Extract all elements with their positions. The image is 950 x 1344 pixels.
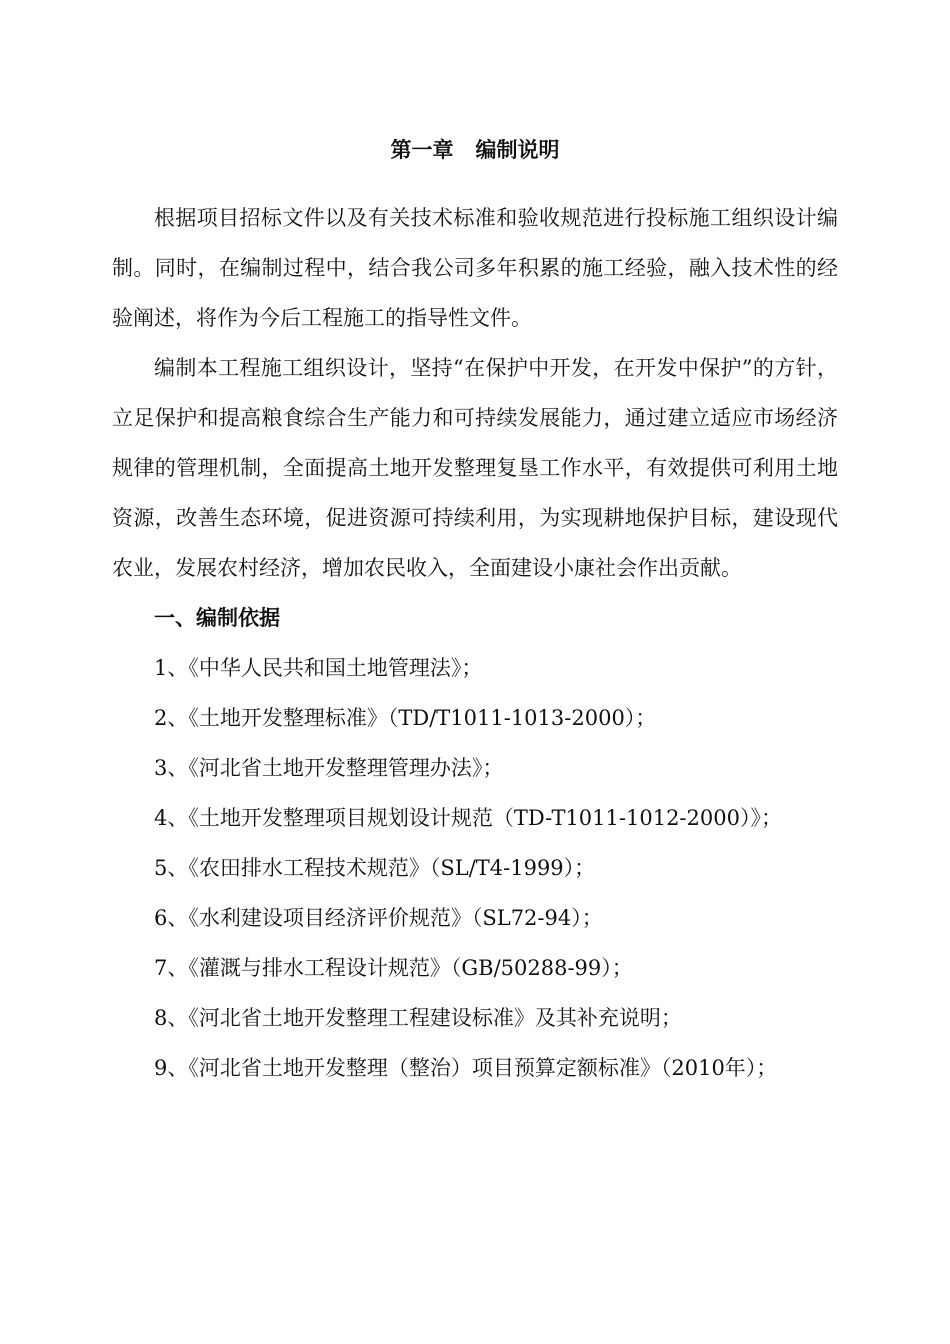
basis-list-item: 5、《农田排水工程技术规范》（SL/T4-1999）；: [154, 856, 596, 880]
page-content: [112, 130, 838, 1093]
section-heading-basis: 一、编制依据: [154, 606, 280, 630]
basis-list-item: 1、《中华人民共和国土地管理法》；: [154, 656, 483, 680]
intro-paragraph-2: 编制本工程施工组织设计，坚持“在保护中开发，在开发中保护”的方针，立足保护和提高粮食综合生产能力和可持续发展能力，通过建立适应市场经济规律的管理机制，全面提高土地开发整理复垦工作水平，有效提供可利用土地资源，改善生态环境，促进资源可持续利用，为实现耕地保护目标，建设现代农业，发展农村经济，增加农民收入，全面建设小康社会作出贡献。: [112, 356, 838, 580]
intro-paragraph-1: 根据项目招标文件以及有关技术标准和验收规范进行投标施工组织设计编制。同时，在编制过程中，结合我公司多年积累的施工经验，融入技术性的经验阐述，将作为今后工程施工的指导性文件。: [112, 206, 838, 330]
basis-list-item: 8、《河北省土地开发整理工程建设标准》及其补充说明；: [154, 1006, 682, 1030]
basis-list-item: 3、《河北省土地开发整理管理办法》；: [154, 756, 504, 780]
basis-list-item: 4、《土地开发整理项目规划设计规范（TD-T1011-1012-2000）》；: [154, 806, 782, 830]
basis-list-item: 9、《河北省土地开发整理（整治）项目预算定额标准》（2010年）；: [154, 1056, 778, 1080]
basis-list: [112, 643, 838, 1093]
basis-list-item: 2、《土地开发整理标准》（TD/T1011-1013-2000）；: [154, 706, 657, 730]
chapter-title: 第一章 编制说明: [390, 138, 560, 162]
basis-list-item: 6、《水利建设项目经济评价规范》（SL72-94）；: [154, 906, 603, 930]
basis-list-item: 7、《灌溉与排水工程设计规范》（GB/50288-99）；: [154, 956, 633, 980]
